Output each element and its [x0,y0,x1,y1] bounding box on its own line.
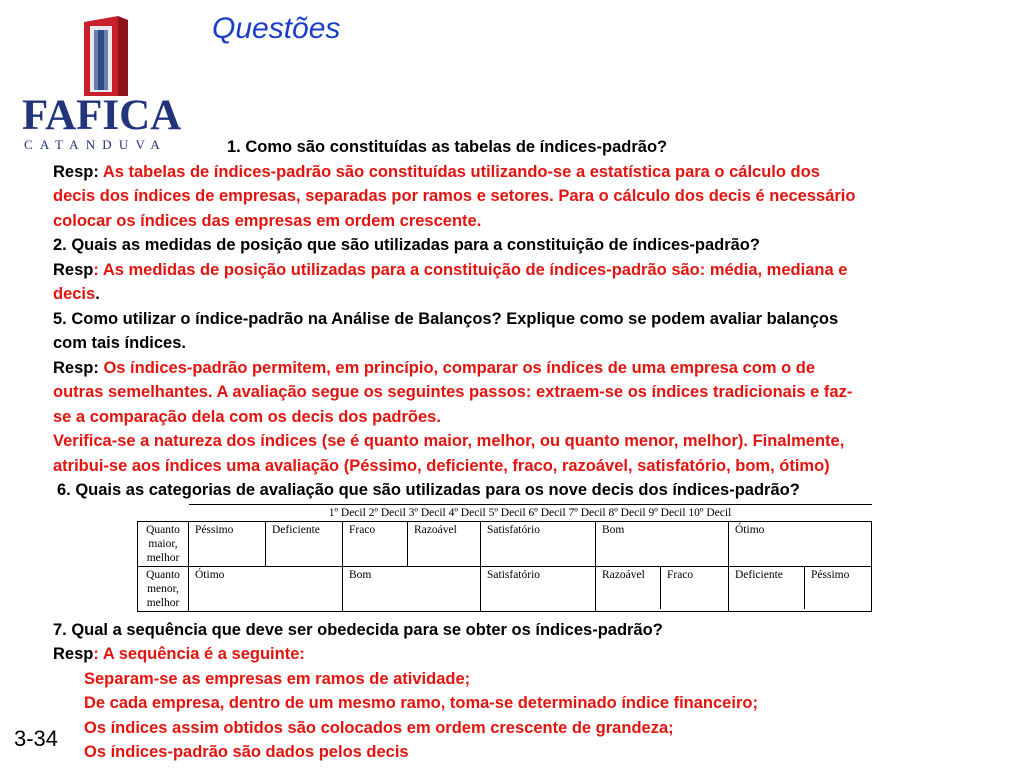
table-cell: Deficiente [729,567,805,609]
resp-label: Resp [53,260,94,279]
decis-table [137,504,872,612]
logo-subtitle: CATANDUVA [24,137,167,152]
table-cell: Satisfatório [481,566,596,611]
page-number: 3-34 [14,726,59,751]
answer-7-intro [53,642,1018,667]
table-cell: Bom [343,566,481,611]
list-item: Os índices-padrão são dados pelos decis [84,743,409,761]
list-item: De cada empresa, dentro de um mesmo ramo, toma-se determinado índice financeiro; [84,694,758,712]
answer-1-line-2: decis dos índices de empresas, separadas por ramos e setores. Para o cálculo dos decis é necessário [53,187,856,205]
answer-5-line-1 [53,356,1018,381]
table-corner [138,504,189,521]
table-row [138,521,872,566]
question-5-line-1: 5. Como utilizar o índice-padrão na Análise de Balanços? Explique como se podem avaliar balanços [53,309,839,328]
list-item: Os índices assim obtidos são colocados em ordem crescente de grandeza; [84,718,674,737]
table-cell: Razoável [408,521,481,566]
answer-text: As tabelas de índices-padrão são constituídas utilizando-se a estatística para o cálculo dos [102,162,820,181]
building-logo-icon [22,14,182,98]
table-row [138,566,872,611]
question-2: 2. Quais as medidas de posição que são utilizadas para a constituição de índices-padrão? [53,236,760,254]
answer-1-line-1 [53,160,1018,185]
answer-5-line-2: outras semelhantes. A avaliação segue os seguintes passos: extraem-se os índices tradicionais e faz- [53,383,853,401]
answer-5-line-5: atribui-se aos índices uma avaliação (Péssimo, deficiente, fraco, razoável, satisfatório, bom, ótimo) [53,456,830,475]
split-cell [729,566,872,611]
split-cell [596,566,729,611]
table-cell: Razoável [596,567,661,609]
answer-1-line-3: colocar os índices das empresas em ordem crescente. [53,211,482,230]
table-cell: Péssimo [811,568,850,581]
question-1: 1. Como são constituídas as tabelas de índices-padrão? [227,138,668,156]
answer-text: : A sequência é a seguinte: [93,645,305,663]
logo-wordmark: FAFICA [22,92,182,139]
resp-label: Resp: [53,162,103,181]
decil-header: 1º Decil 2º Decil 3º Decil 4º Decil 5º Decil 6º Decil 7º Decil 8º Decil 9º Decil 10º Decil [189,504,872,521]
table-cell: Deficiente [266,521,343,566]
resp-label: Resp [53,645,94,663]
table-cell: Ótimo [729,521,872,566]
table-cell: Fraco [667,568,694,581]
qa-content [53,135,1018,765]
sequence-steps [53,667,1018,765]
table-cell: Ótimo [189,566,343,611]
decis-table-wrapper [137,504,1018,612]
answer-period: . [95,285,100,303]
row-label: Quanto menor, melhor [138,566,189,611]
table-cell: Fraco [343,521,408,566]
answer-2-line-2 [53,282,1018,307]
slide-title: Questões [212,12,341,45]
row-label: Quanto maior, melhor [138,521,189,566]
answer-text: Os índices-padrão permitem, em princípio, comparar os índices de uma empresa com o de [103,358,815,377]
table-cell: Satisfatório [481,521,596,566]
table-cell: Bom [596,521,729,566]
table-cell: Péssimo [189,521,266,566]
question-5-line-2: com tais índices. [53,334,186,352]
question-7: 7. Qual a sequência que deve ser obedecida para se obter os índices-padrão? [53,620,663,639]
answer-5-line-4: Verifica-se a natureza dos índices (se é quanto maior, melhor, ou quanto menor, melhor). Finalmente, [53,432,845,450]
answer-text: : As medidas de posição utilizadas para a constituição de índices-padrão são: média, mediana e [93,260,848,279]
list-item: Separam-se as empresas em ramos de atividade; [84,669,471,688]
answer-2-line-1 [53,258,1018,283]
table-header-row [138,504,872,521]
answer-text: decis [53,285,96,303]
question-6: 6. Quais as categorias de avaliação que são utilizadas para os nove decis dos índices-padrão? [57,481,800,499]
resp-label: Resp: [53,358,104,377]
answer-5-line-3: se a comparação dela com os decis dos padrões. [53,407,441,426]
